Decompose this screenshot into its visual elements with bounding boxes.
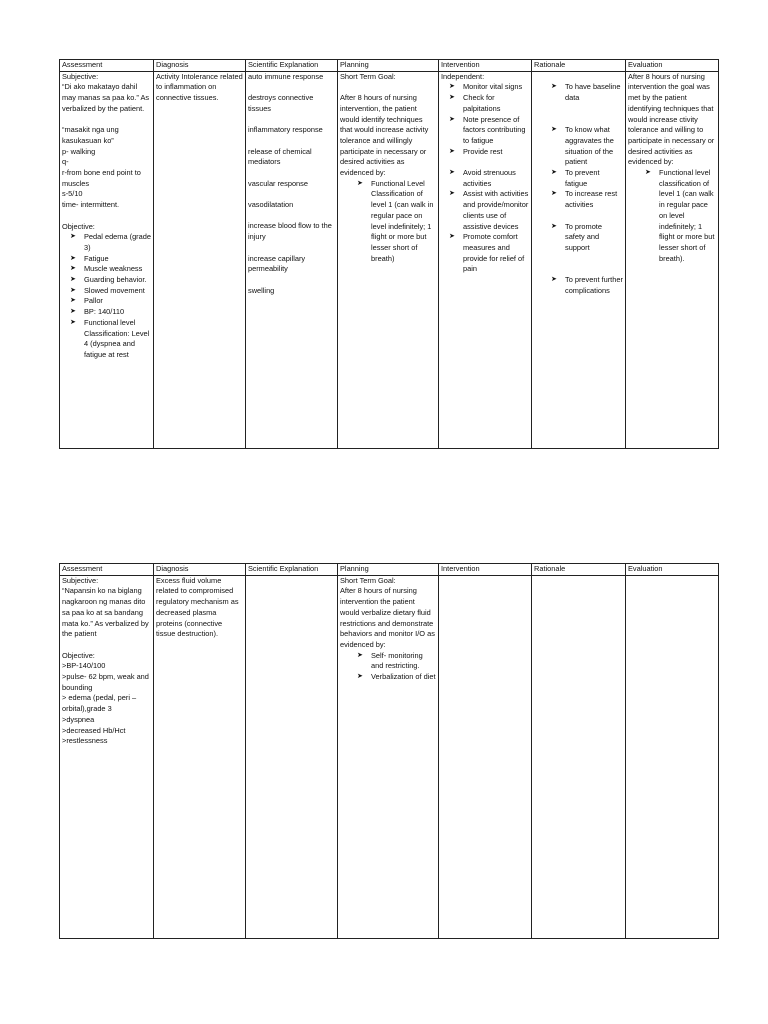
goal-label: Short Term Goal:	[340, 71, 396, 81]
diagnosis-text: Activity Intolerance related to inflammation on connective tissues.	[156, 71, 243, 103]
intervention-cell	[439, 575, 532, 938]
pain-s: s-5/10	[62, 189, 83, 199]
planning-cell	[338, 71, 439, 448]
rationale-cell	[532, 71, 626, 448]
list-item: ➤ Guarding behavior.	[70, 275, 147, 285]
pain-r: r-from bone end point to muscles	[62, 168, 141, 188]
goal-criteria-list	[340, 651, 436, 683]
header-row	[60, 60, 719, 72]
evaluation-cell	[626, 71, 719, 448]
list-item: ➤ To prevent further complications	[551, 275, 623, 295]
list-item: ➤ To prevent fatigue	[551, 168, 600, 188]
header-planning: Planning	[338, 564, 439, 576]
list-item: ➤ Monitor vital signs	[449, 82, 523, 92]
header-assessment: Assessment	[60, 60, 154, 72]
arrow-bullet-icon: ➤	[357, 673, 363, 681]
diagnosis-cell	[154, 71, 246, 448]
sci-step: swelling	[248, 285, 275, 295]
list-item: ➤ Pedal edema (grade 3)	[70, 232, 151, 252]
arrow-bullet-icon: ➤	[449, 190, 455, 198]
subjective-quote-2: “masakit nga ung kasukasuan ko”	[62, 125, 119, 145]
header-diagnosis: Diagnosis	[154, 564, 246, 576]
arrow-bullet-icon: ➤	[70, 233, 76, 241]
evaluation-list	[628, 168, 716, 264]
arrow-bullet-icon: ➤	[449, 233, 455, 241]
sci-step: vasodilatation	[248, 200, 294, 210]
assessment-cell	[60, 575, 154, 938]
objective-item: >decreased Hb/Hct	[62, 725, 126, 735]
subjective-quote: “Di ako makatayo dahil may manas sa paa ko.” As verbalized by the patient.	[62, 82, 150, 113]
objective-item: >dyspnea	[62, 714, 95, 724]
rationale-list	[534, 82, 623, 296]
arrow-bullet-icon: ➤	[70, 297, 76, 305]
sci-step: release of chemical mediators	[248, 146, 312, 167]
list-item: ➤ BP: 140/110	[70, 307, 125, 317]
list-item: ➤ Fatigue	[70, 253, 109, 263]
arrow-bullet-icon: ➤	[551, 222, 557, 230]
list-item: ➤ Slowed movement	[70, 285, 145, 295]
arrow-bullet-icon: ➤	[449, 94, 455, 102]
sci-step: destroys connective tissues	[248, 93, 314, 113]
list-item: ➤ Muscle weakness	[70, 264, 143, 274]
table-row	[60, 575, 719, 938]
list-item: ➤ Note presence of factors contributing to fatigue	[449, 114, 526, 145]
diagnosis-text: Excess fluid volume related to compromised regulatory mechanism as decreased plasma proteins (connective tissue destruction).	[156, 575, 239, 639]
intervention-label: Independent:	[441, 71, 485, 81]
arrow-bullet-icon: ➤	[70, 308, 76, 316]
arrow-bullet-icon: ➤	[70, 286, 76, 294]
care-plan-table-excess-fluid-volume	[59, 563, 719, 939]
header-rationale: Rationale	[532, 60, 626, 72]
arrow-bullet-icon: ➤	[449, 147, 455, 155]
pain-p: p- walking	[62, 146, 96, 156]
objective-label: Objective:	[62, 221, 95, 231]
objective-item: >pulse- 62 bpm, weak and bounding	[62, 672, 149, 692]
header-scientific-explanation: Scientific Explanation	[246, 60, 338, 72]
header-planning: Planning	[338, 60, 439, 72]
arrow-bullet-icon: ➤	[645, 169, 651, 177]
pain-t: time- intermittent.	[62, 200, 120, 210]
header-intervention: Intervention	[439, 60, 532, 72]
objective-list	[62, 232, 151, 360]
header-evaluation: Evaluation	[626, 564, 719, 576]
arrow-bullet-icon: ➤	[551, 276, 557, 283]
arrow-bullet-icon: ➤	[70, 254, 76, 262]
header-diagnosis: Diagnosis	[154, 60, 246, 72]
objective-item: >BP-140/100	[62, 661, 106, 671]
sci-step: increase capillary permeability	[248, 253, 306, 274]
list-item: ➤ Avoid strenuous activities	[449, 168, 516, 188]
arrow-bullet-icon: ➤	[449, 83, 455, 91]
sci-step: auto immune response	[248, 71, 324, 81]
pain-q: q-	[62, 157, 69, 167]
list-item: ➤ Functional level classification of level 1 (can walk in regular pace on level indefinitely; 1 flight or more but lesser short of breath).	[645, 168, 715, 263]
header-scientific-explanation: Scientific Explanation	[246, 564, 338, 576]
list-item: ➤ Check for palpitations	[449, 93, 501, 113]
goal-label: Short Term Goal:	[340, 575, 396, 585]
care-plan-table-activity-intolerance	[59, 59, 719, 449]
header-rationale: Rationale	[532, 564, 626, 576]
list-item: ➤ Verbalization of diet	[357, 672, 436, 682]
objective-label: Objective:	[62, 650, 95, 660]
header-row	[60, 564, 719, 576]
table-row	[60, 71, 719, 448]
header-assessment: Assessment	[60, 564, 154, 576]
subjective-quote: “Napansin ko na biglang nagkaroon ng manas dito sa paa ko at sa bandang mata ko.” As verbalized by the patient	[62, 586, 149, 639]
subjective-label: Subjective:	[62, 575, 99, 585]
evaluation-cell	[626, 575, 719, 938]
arrow-bullet-icon: ➤	[551, 169, 557, 176]
list-item: ➤ Promote comfort measures and provide for relief of pain	[449, 232, 525, 274]
header-evaluation: Evaluation	[626, 60, 719, 72]
arrow-bullet-icon: ➤	[357, 651, 363, 659]
goal-criteria-list	[340, 179, 436, 265]
evaluation-text: After 8 hours of nursing intervention the goal was met by the patient identifying techniques that would increase ctivity tolerance and willing to participate in necessary or desired activities as evidenced by:	[628, 71, 715, 167]
rationale-cell	[532, 575, 626, 938]
goal-text: After 8 hours of nursing intervention, the patient would identify techniques that would increase activity tolerance and willingly participate in necessary or desired activities as evidenced by:	[340, 93, 429, 178]
list-item: ➤ Functional Level Classification of level 1 (can walk in regular pace on level indefinitely; 1 flight or more but lesser short of breath)	[357, 178, 434, 263]
sci-step: increase blood flow to the injury	[248, 221, 332, 242]
list-item: ➤ To know what aggravates the situation of the patient	[551, 125, 614, 167]
diagnosis-cell	[154, 575, 246, 938]
list-item: ➤ Self- monitoring and restricting.	[357, 650, 423, 671]
list-item: ➤ To have baseline data	[551, 82, 621, 103]
arrow-bullet-icon: ➤	[551, 190, 557, 198]
arrow-bullet-icon: ➤	[551, 83, 557, 91]
planning-cell	[338, 575, 439, 938]
subjective-label: Subjective:	[62, 71, 99, 81]
objective-item: >restlessness	[62, 736, 108, 746]
intervention-cell	[439, 71, 532, 448]
arrow-bullet-icon: ➤	[70, 318, 76, 326]
objective-item: > edema (pedal, peri – orbital),grade 3	[62, 693, 137, 714]
intervention-list	[441, 82, 529, 275]
arrow-bullet-icon: ➤	[357, 179, 363, 187]
scientific-explanation-cell	[246, 575, 338, 938]
sci-step: inflammatory response	[248, 125, 323, 135]
list-item: ➤ Assist with activities and provide/monitor clients use of assistive devices	[449, 189, 529, 231]
scientific-explanation-cell	[246, 71, 338, 448]
arrow-bullet-icon: ➤	[70, 265, 76, 273]
arrow-bullet-icon: ➤	[70, 276, 76, 284]
arrow-bullet-icon: ➤	[551, 126, 557, 134]
list-item: ➤ To increase rest activities	[551, 189, 618, 210]
assessment-cell	[60, 71, 154, 448]
list-item: ➤ To promote safety and support	[551, 221, 602, 252]
header-intervention: Intervention	[439, 564, 532, 576]
arrow-bullet-icon: ➤	[449, 169, 455, 177]
arrow-bullet-icon: ➤	[449, 115, 455, 123]
list-item: ➤ Functional level Classification: Level 4 (dyspnea and fatigue at rest	[70, 317, 150, 359]
goal-text: After 8 hours of nursing intervention the patient would verbalize dietary fluid restrictions and demonstrate behaviors and monitor I/O as evidenced by:	[340, 586, 435, 649]
list-item: ➤ Pallor	[70, 296, 103, 306]
list-item: ➤ Provide rest	[449, 146, 503, 156]
sci-step: vascular response	[248, 178, 308, 188]
